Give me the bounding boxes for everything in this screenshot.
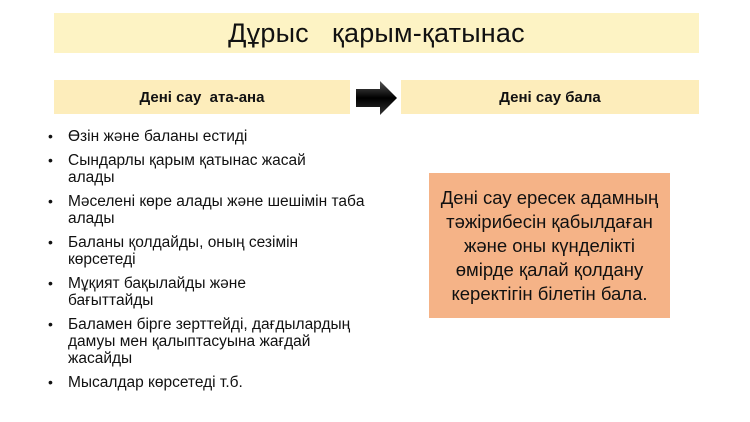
bullet-icon: •	[48, 152, 53, 168]
list-item	[44, 374, 374, 391]
bullet-icon: •	[48, 374, 53, 390]
healthy-child-header	[401, 80, 699, 114]
bullet-icon: •	[48, 316, 53, 332]
list-item-text: Өзін және баланы естиді	[68, 128, 248, 145]
bullet-icon: •	[48, 193, 53, 209]
list-item	[44, 316, 374, 367]
bullet-icon: •	[48, 275, 53, 291]
list-item-text: Баламен бірге зерттейді, дағдылардың дамуы мен қалыптасуына жағдай жасайды	[68, 316, 351, 367]
right-arrow-icon	[354, 80, 398, 116]
list-item-text: Мысалдар көрсетеді т.б.	[68, 374, 243, 391]
healthy-parent-label: Дені сау ата-ана	[139, 88, 265, 106]
list-item	[44, 193, 374, 227]
title-bar	[54, 13, 699, 53]
list-item-text: Мұқият бақылайды және бағыттайды	[68, 275, 246, 309]
list-item-text: Сындарлы қарым қатынас жасай алады	[68, 152, 306, 186]
list-item	[44, 152, 374, 186]
bullet-icon: •	[48, 128, 53, 144]
healthy-parent-header	[54, 80, 350, 114]
healthy-child-label: Дені сау бала	[499, 88, 601, 106]
parent-traits-list	[44, 128, 374, 398]
list-item-text: Мәселені көре алады және шешімін табa алады	[68, 193, 365, 227]
list-item	[44, 234, 374, 268]
list-item-text: Баланы қолдайды, оның сезімін көрсетеді	[68, 234, 299, 268]
healthy-child-description	[429, 173, 670, 318]
bullet-icon: •	[48, 234, 53, 250]
healthy-child-text: Дені сау ересек адамның тәжірибесін қабылдаған және оны күнделікті өмірде қалай қолдану керектігін білетін бала.	[440, 186, 659, 304]
list-item	[44, 128, 374, 145]
slide-title: Дұрыс қарым-қатынас	[228, 17, 525, 48]
list-item	[44, 275, 374, 309]
